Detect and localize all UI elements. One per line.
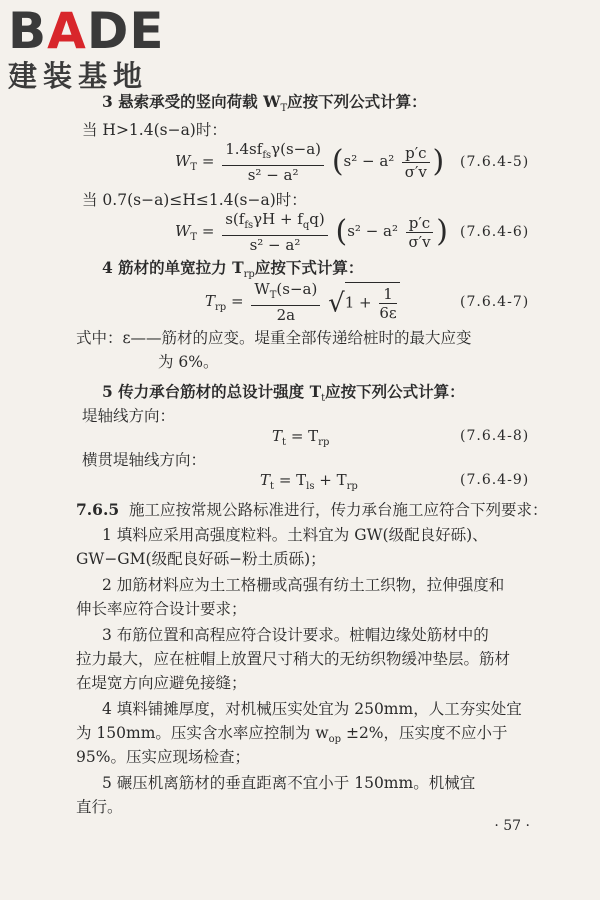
equation-7-6-4-5: $W_T$ = $\frac{1.4sf_{fs}\gamma(s-a)}{\text{s² − a²}}$ (s² − a² $\frac{p'c}{\sigma'v}$ ) [175, 140, 445, 184]
note-strain-2: 为 6%。 [158, 353, 219, 371]
equation-7-6-4-9: $T_t = T_{ls} + T_{rp}$ [260, 471, 358, 492]
equation-7-6-4-8: $T_t = T_{rp}$ [272, 427, 330, 448]
page-number: · 57 · [494, 818, 530, 834]
section-7-6-5-heading: 7.6.5 施工应按常规公路标准进行，传力承台施工应符合下列要求： [76, 500, 548, 519]
eq-number-7-6-4-7: (7.6.4-7) [460, 294, 530, 310]
item-5-line-1: 5 碾压机离筋材的垂直距离不宜小于 150mm。机械宜 [102, 774, 476, 792]
item-3-line-1: 3 布筋位置和高程应符合设计要求。桩帽边缘处筋材中的 [102, 626, 489, 644]
item-1-line-1: 1 填料应采用高强度粒料。土料宜为 GW(级配良好砾)、 [102, 526, 488, 544]
condition-2: 当 0.7(s−a)≤H≤1.4(s−a)时： [82, 191, 307, 209]
clause-5-heading: 5 传力承台筋材的总设计强度 $T_t$应按下列公式计算： [102, 382, 465, 405]
square-root: √1 + $\frac{1}{6\varepsilon}$ [328, 282, 400, 322]
eq-number-7-6-4-6: (7.6.4-6) [460, 224, 530, 240]
item-4-line-3: 95%。压实应现场检查； [76, 748, 250, 766]
along-axis-label: 堤轴线方向： [82, 407, 176, 425]
eq-number-7-6-4-9: (7.6.4-9) [460, 472, 530, 488]
across-axis-label: 横贯堤轴线方向： [82, 451, 207, 469]
item-4-line-2: 为 150mm。压实含水率应控制为 $w_{op} \pm 2\%$，压实度不应小于 [76, 724, 508, 746]
item-5-line-2: 直行。 [76, 798, 123, 816]
site-logo [8, 2, 178, 93]
item-3-line-3: 在堤宽方向应避免接缝； [76, 674, 247, 692]
logo-wordmark: BADE [8, 2, 165, 60]
clause-4-heading: 4 筋材的单宽拉力 $T_{rp}$应按下式计算： [102, 258, 364, 281]
item-4-line-1: 4 填料铺摊厚度，对机械压实处宜为 250mm，人工夯实处宜 [102, 700, 522, 718]
clause-3-heading: 3 悬索承受的竖向荷载 $W_T$应按下列公式计算： [102, 92, 427, 115]
logo-subtitle: 建装基地 [8, 59, 149, 93]
item-2-line-1: 2 加筋材料应为土工格栅或高强有纺土工织物，拉伸强度和 [102, 576, 505, 594]
note-strain-1: 式中：ε——筋材的应变。堤重全部传递给桩时的最大应变 [76, 329, 472, 347]
item-2-line-2: 伸长率应符合设计要求； [76, 600, 247, 618]
equation-7-6-4-7: $T_{rp}$ = $\frac{W_T(s-a)}{2a}$ √1 + $\frac{1}{6\varepsilon}$ [205, 280, 400, 324]
item-3-line-2: 拉力最大，应在桩帽上放置尺寸稍大的无纺织物缓冲垫层。筋材 [76, 650, 511, 668]
eq-number-7-6-4-8: (7.6.4-8) [460, 428, 530, 444]
eq-number-7-6-4-5: (7.6.4-5) [460, 154, 530, 170]
equation-7-6-4-6: $W_T$ = $\frac{s(f_{fs}\gamma H + f_qq)}{\text{s² − a²}}$ (s² − a² $\frac{p'c}{\sigma'v}$ ) [175, 210, 448, 254]
condition-1: 当 H>1.4(s−a)时： [82, 121, 227, 139]
item-1-line-2: GW−GM(级配良好砾−粉土质砾)； [76, 550, 326, 568]
